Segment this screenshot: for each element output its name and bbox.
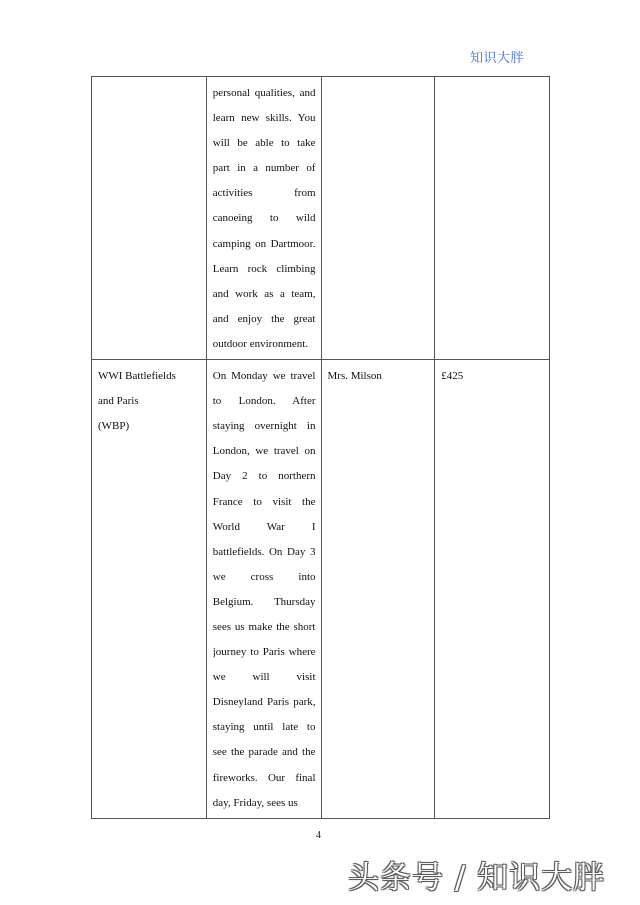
text-line: World War I [212, 520, 316, 533]
text-line: France to visit the [212, 495, 316, 508]
watermark: 头条号 / 知识大胖 [348, 860, 606, 896]
text-line: Belgium. Thursday [212, 595, 316, 608]
cost-cell [435, 360, 550, 819]
teacher-name [328, 81, 430, 106]
trip-cost [441, 81, 544, 106]
text-line: London, we travel on [212, 445, 316, 458]
text-line: Day 2 to northern [212, 470, 316, 483]
trip-name-cell [92, 77, 207, 360]
table-row [92, 360, 550, 819]
trip-cost: £425 [441, 370, 464, 383]
text-line: journey to Paris where [212, 646, 316, 659]
text-line: to London. After [212, 395, 316, 408]
teacher-cell [321, 360, 435, 819]
text-line: camping on Dartmoor. [212, 237, 316, 250]
text-line: Learn rock climbing [212, 262, 316, 275]
text-line: will be able to take [212, 137, 316, 150]
teacher-name: Mrs. Milson [327, 370, 382, 383]
text-line: outdoor environment. [212, 337, 309, 350]
cost-cell [435, 77, 550, 360]
text-line: and enjoy the great [212, 312, 316, 325]
text-line: personal qualities, and [212, 87, 316, 99]
text-line: part in a number of [212, 162, 316, 175]
table-row [92, 77, 550, 360]
text-line: learn new skills. You [212, 112, 316, 125]
text-line: see the parade and the [212, 746, 316, 759]
text-line: day, Friday, sees us [212, 796, 298, 809]
trip-name-cell [92, 360, 207, 819]
text-line: On Monday we travel [212, 370, 316, 383]
page-number: 4 [316, 830, 321, 841]
text-line: we cross into [212, 570, 316, 583]
description-cell [206, 77, 321, 360]
text-line: activities from [212, 187, 316, 200]
text-line: fireworks. Our final [212, 771, 316, 784]
text-line: staying until late to [212, 721, 316, 734]
text-line: sees us make the short [212, 620, 316, 633]
text-line: WWI Battlefields [98, 370, 176, 383]
text-line: Disneyland Paris park, [212, 696, 316, 709]
trips-table [91, 76, 550, 819]
text-line: (WBP) [98, 420, 130, 433]
header-brand: 知识大胖 [470, 51, 525, 66]
text-line: and work as a team, [212, 287, 316, 300]
text-line: battlefields. On Day 3 [212, 545, 316, 558]
text-line: canoeing to wild [212, 212, 316, 225]
text-line: we will visit [212, 671, 316, 684]
text-line: staying overnight in [212, 420, 316, 433]
teacher-cell [321, 77, 435, 360]
description-cell [206, 360, 321, 819]
text-line: and Paris [98, 395, 139, 408]
